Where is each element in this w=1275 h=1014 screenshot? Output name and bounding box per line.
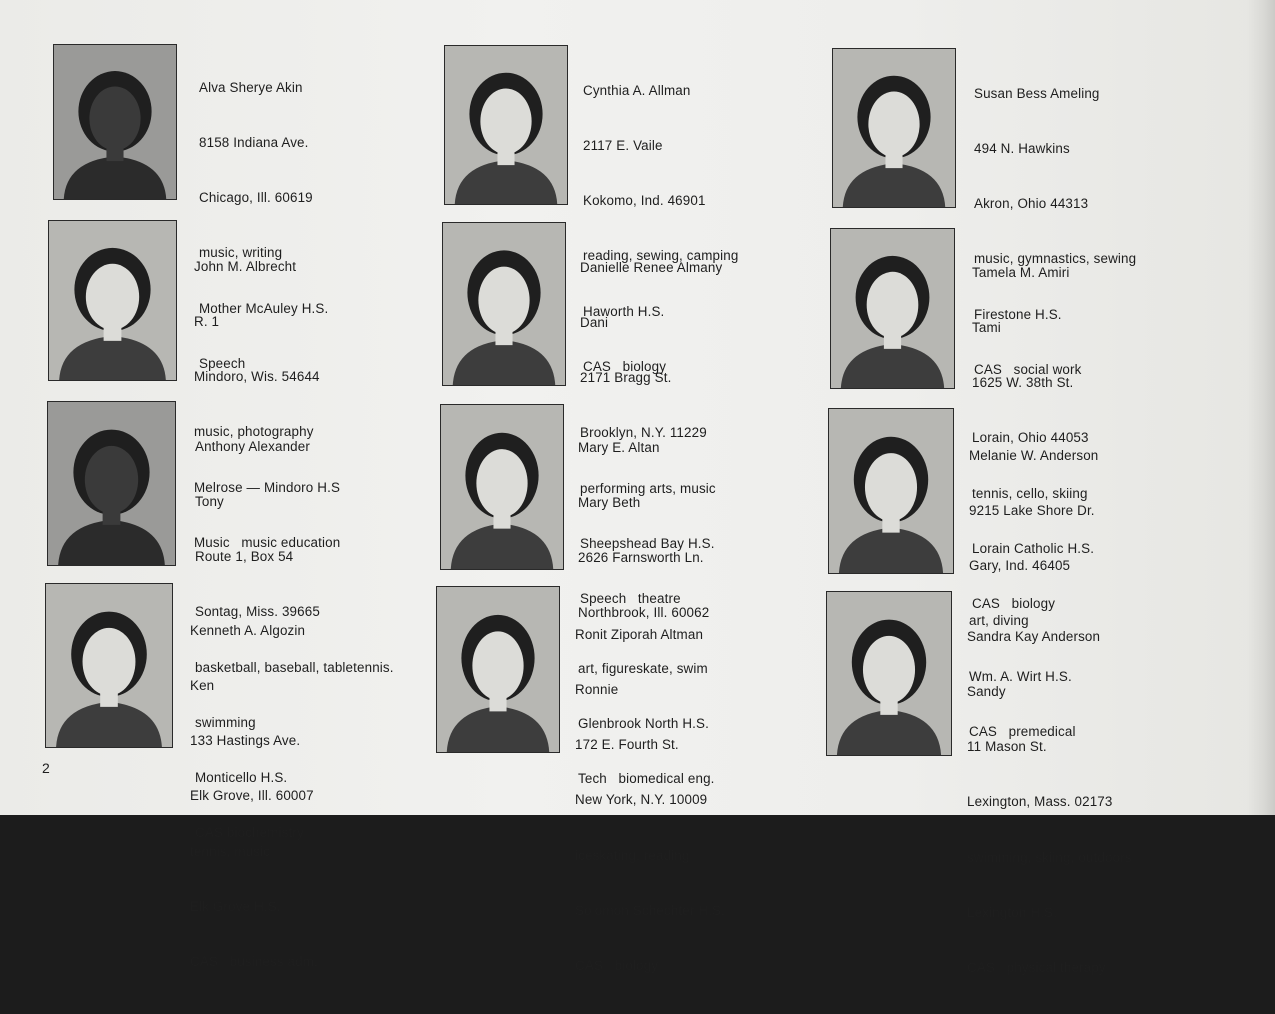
student-name: Kenneth A. Algozin [190, 622, 306, 638]
portrait-silhouette [833, 49, 955, 207]
student-photo-anderson-sandra [826, 591, 952, 756]
student-nickname: Ken [190, 678, 215, 694]
photo-neck [885, 151, 902, 168]
student-city: Gary, Ind. 46405 [969, 558, 1071, 574]
portrait-silhouette [829, 409, 953, 573]
portrait-silhouette [441, 405, 563, 569]
student-nickname: Sandy [967, 684, 1006, 700]
student-address: 494 N. Hawkins [974, 141, 1070, 157]
student-major: CAS biology [575, 958, 659, 974]
student-address: 172 E. Fourth St. [575, 737, 679, 753]
student-name: Tamela M. Amiri [972, 264, 1070, 280]
student-major: CAS biology [583, 358, 667, 374]
student-name: Sandra Kay Anderson [967, 628, 1101, 644]
student-major: Speech theatre [580, 591, 681, 607]
student-city: Kokomo, Ind. 46901 [583, 193, 706, 209]
photo-face [89, 86, 140, 150]
student-info-altman [575, 589, 725, 1012]
student-interests: iceskating, reading [575, 847, 690, 863]
portrait-silhouette [48, 402, 175, 565]
student-city: Elk Grove, Ill. 60007 [190, 788, 314, 804]
photo-neck [882, 515, 899, 533]
student-high-school: Monticello H.S. [195, 770, 288, 786]
student-high-school: Firestone H.S. [974, 306, 1062, 322]
student-major: Speech [199, 355, 246, 371]
student-nickname: Dani [580, 315, 609, 331]
student-name: Mary E. Altan [578, 439, 660, 455]
student-address: 9215 Lake Shore Dr. [969, 503, 1095, 519]
student-photo-albrecht [48, 220, 177, 381]
student-interests: reading, sewing, camping [583, 248, 739, 264]
student-interests: tennis, music [190, 843, 271, 859]
student-address: 133 Hastings Ave. [190, 733, 301, 749]
photo-neck [880, 697, 897, 715]
student-city: New York, N.Y. 10009 [575, 792, 708, 808]
student-city: Akron, Ohio 44313 [974, 196, 1089, 212]
student-address: 11 Mason St. [967, 739, 1047, 755]
student-high-school: Haworth H.S. [583, 303, 665, 319]
student-name: Ronit Ziporah Altman [575, 626, 704, 642]
photo-face [472, 631, 523, 700]
portrait-silhouette [54, 45, 176, 199]
student-photo-altman [436, 586, 560, 753]
photo-face [865, 453, 917, 521]
photo-neck [497, 148, 514, 165]
photo-neck [493, 511, 510, 529]
student-major: CAS business adm. [190, 954, 318, 970]
photo-face [83, 628, 136, 696]
student-city: Chicago, Ill. 60619 [199, 190, 313, 206]
student-major: Music music education [194, 534, 341, 550]
student-interests-cont: swimming [195, 714, 256, 730]
portrait-silhouette [445, 46, 567, 204]
student-photo-amiri [830, 228, 955, 389]
student-photo-allman [444, 45, 568, 205]
student-major: CAS biochemistry [195, 825, 304, 841]
photo-neck [104, 324, 122, 341]
student-major: Tech biomedical eng. [578, 771, 715, 787]
student-major: CAS biology [972, 596, 1056, 612]
student-interests: performing arts, music [580, 480, 716, 496]
photo-neck [489, 694, 506, 712]
student-interests: basketball, baseball, tabletennis. [195, 659, 394, 675]
student-interests: music, gymnastics, sewing [974, 251, 1137, 267]
student-high-school: Solomon Schechter H.S. [575, 902, 725, 918]
student-interests: swimming, skiing, outdoors [967, 849, 1132, 865]
student-address: 2171 Bragg St. [580, 370, 672, 386]
photo-neck [884, 332, 901, 349]
photo-face [863, 636, 915, 704]
portrait-silhouette [831, 229, 954, 388]
photo-face [86, 264, 139, 330]
student-high-school: Mother McAuley H.S. [199, 300, 329, 316]
student-high-school: Elk Grove H.S. [190, 898, 281, 914]
student-photo-anderson-melanie [828, 408, 954, 574]
student-high-school: Lexington H.S. [967, 904, 1057, 920]
student-name: Danielle Renee Almany [580, 259, 723, 275]
student-interests: art, diving [969, 613, 1029, 629]
student-nickname: Mary Beth [578, 495, 641, 511]
photo-neck [103, 507, 121, 525]
photo-face [867, 272, 919, 338]
student-high-school: Wm. A. Wirt H.S. [969, 668, 1072, 684]
photo-face [85, 446, 138, 514]
student-city: Mindoro, Wis. 54644 [194, 369, 320, 385]
student-interests: art, figureskate, swim [578, 660, 708, 676]
photo-face [478, 267, 529, 334]
student-name: Alva Sherye Akin [199, 79, 303, 95]
student-photo-algozin [45, 583, 173, 748]
student-city: Northbrook, Ill. 60062 [578, 605, 710, 621]
student-city: Lorain, Ohio 44053 [972, 430, 1089, 446]
student-major: CAS social work [974, 361, 1082, 377]
student-high-school: Sheepshead Bay H.S. [580, 535, 715, 551]
student-photo-akin [53, 44, 177, 200]
portrait-silhouette [49, 221, 176, 380]
student-address: R. 1 [194, 314, 220, 330]
student-nickname: Tami [972, 320, 1001, 336]
student-city: Brooklyn, N.Y. 11229 [580, 425, 707, 441]
student-name: John M. Albrecht [194, 258, 297, 274]
portrait-silhouette [437, 587, 559, 752]
student-address: Route 1, Box 54 [195, 549, 294, 565]
student-name: Cynthia A. Allman [583, 82, 691, 98]
photo-face [868, 92, 919, 158]
student-high-school: Lorain Catholic H.S. [972, 540, 1095, 556]
student-address: 2117 E. Vaile [583, 138, 663, 154]
student-address: 2626 Farnsworth Ln. [578, 550, 704, 566]
portrait-silhouette [46, 584, 172, 747]
page-number: 2 [42, 760, 50, 776]
student-address: 1625 W. 38th St. [972, 375, 1074, 391]
student-photo-alexander [47, 401, 176, 566]
student-photo-ameling [832, 48, 956, 208]
student-nickname: Ronnie [575, 682, 619, 698]
student-nickname: Tony [195, 494, 224, 510]
student-interests: music, photography [194, 424, 314, 440]
photo-face [480, 89, 531, 155]
student-name: Melanie W. Anderson [969, 447, 1099, 463]
student-name: Susan Bess Ameling [974, 85, 1100, 101]
student-address: 8158 Indiana Ave. [199, 135, 309, 151]
student-interests: music, writing [199, 245, 283, 261]
student-photo-almany [442, 222, 566, 386]
photo-neck [100, 689, 118, 707]
student-info-anderson-sandra [967, 591, 1132, 1014]
student-info-algozin [190, 585, 318, 1008]
student-major: CAS premedical [969, 723, 1076, 739]
student-high-school: Glenbrook North H.S. [578, 715, 710, 731]
portrait-silhouette [443, 223, 565, 385]
photo-neck [106, 145, 123, 162]
portrait-silhouette [827, 592, 951, 755]
student-city: Sontag, Miss. 39665 [195, 604, 320, 620]
student-name: Anthony Alexander [195, 438, 310, 454]
student-city: Lexington, Mass. 02173 [967, 794, 1113, 810]
photo-neck [495, 328, 512, 345]
student-major: CAS physical therapy [967, 960, 1106, 976]
photo-face [476, 449, 527, 517]
student-photo-altan [440, 404, 564, 570]
student-high-school: Melrose — Mindoro H.S [194, 479, 341, 495]
student-interests: tennis, cello, skiing [972, 485, 1088, 501]
